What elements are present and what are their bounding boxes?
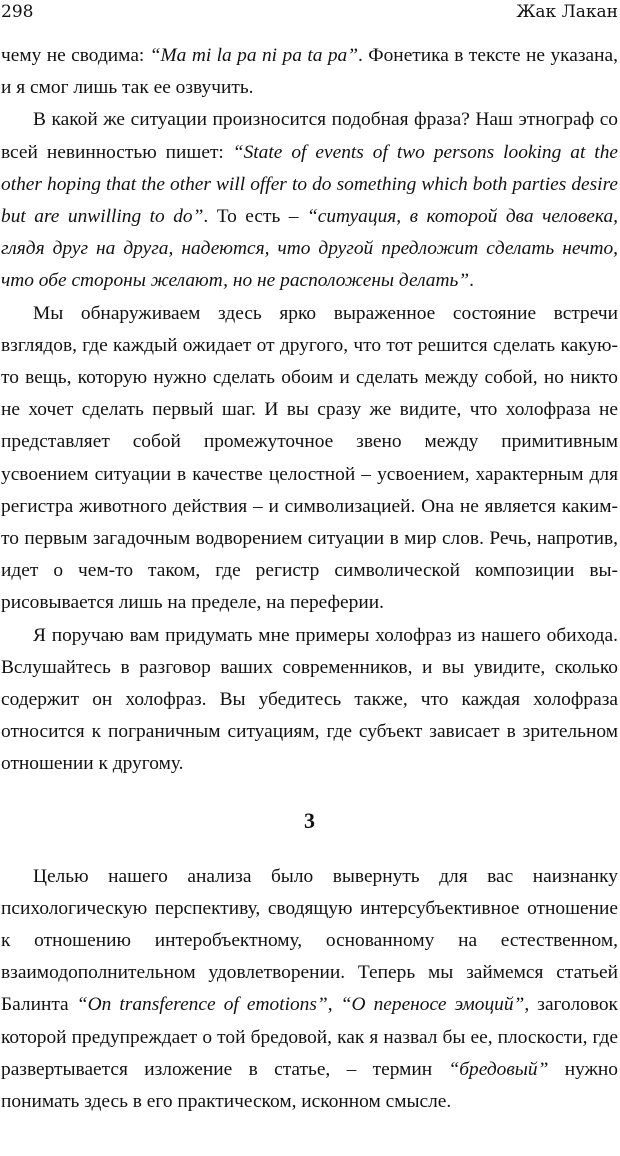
paragraph-3: Мы обнаруживаем здесь ярко выраженное состояние встречи взглядов, где каждый ожидает от другого, что тот решится сделать какую-то вещь, которую нужно сделать обоим и сделать между собой, но никто не хочет сделать первый шаг. И вы сразу же видите, что холофраза не представляет собой промежуточное звено между примитивным усвоением ситуации в качестве целостной – усвоением, характерным для регистра животного действия – и символизацией. Она не является каким-то первым загадочным водворением ситуации в мир слов. Речь, напротив, идет о чем-то таком, где регистр символической композиции вырисовывается лишь на пределе, на переферии.: [1, 302, 618, 614]
paragraph-5-russian-title: “О переносе эмоций”: [340, 994, 525, 1016]
page-header: [0, 0, 620, 30]
paragraph-5-english-title: “On transference of emotions”: [76, 994, 328, 1016]
body-text: [1, 40, 618, 1118]
paragraph-2: [1, 104, 618, 297]
paragraph-5-text-c: , заголовок которой предупреждает о той бредовой, как я назвал бы ее, плоскости, где развертывается изложение в статье, – термин: [1, 994, 618, 1080]
paragraph-2-text-c: .: [469, 270, 474, 292]
paragraph-2-english-quote: “State of events of two persons looking at the other hoping that the other will offer to do something which both parties desire but are unwilling to do”: [1, 141, 618, 228]
page-number: 298: [1, 2, 34, 22]
paragraph-1-text-a: чему не сводима:: [1, 45, 150, 66]
paragraph-5-text-b: ,: [327, 994, 341, 1016]
paragraph-1-quote: “Ma mi la pa ni pa ta pa”: [149, 45, 359, 66]
paragraph-5-text-d: нужно понимать здесь в его практическом, исконном смысле.: [1, 1058, 618, 1113]
paragraph-5: [1, 861, 618, 1119]
paragraph-5-term: “бредовый”: [448, 1058, 549, 1080]
paragraph-2-text-b: . То есть –: [203, 206, 307, 228]
paragraph-1-text-b: . Фонетика в тексте не указана, и я смог лишь так ее озвучить.: [1, 45, 618, 99]
section-number: 3: [304, 807, 315, 833]
paragraph-1: [1, 40, 618, 104]
paragraph-2-russian-quote: “ситуация, в которой два человека, глядя друг на друга, надеются, что другой предложит сделать нечто, что обе стороны желают, но не расположены делать”: [1, 206, 619, 292]
paragraph-5-text-a: Целью нашего анализа было вывернуть для вас наизнанку психологическую перспективу, сводящую интерсубъективное отношение к отношению интеробъектному, основанному на естественном, взаимодополнительном удовлетворении. Теперь мы займемся статьей Балинта: [1, 865, 618, 1016]
paragraph-4: Я поручаю вам придумать мне примеры холофраз из нашего обихода. Вслушайтесь в разговор ваших современников, и вы увидите, сколько содержит он холофраз. Вы убедитесь также, что каждая холофраза относится к пограничным ситуациям, где субъект зависает в зрительном отношении к другому.: [1, 624, 618, 775]
paragraph-2-text-a: В какой же ситуации произносится подобная фраза? Наш этнограф со всей невинностью пишет:: [1, 109, 618, 163]
running-head-author: Жак Лакан: [516, 2, 618, 22]
